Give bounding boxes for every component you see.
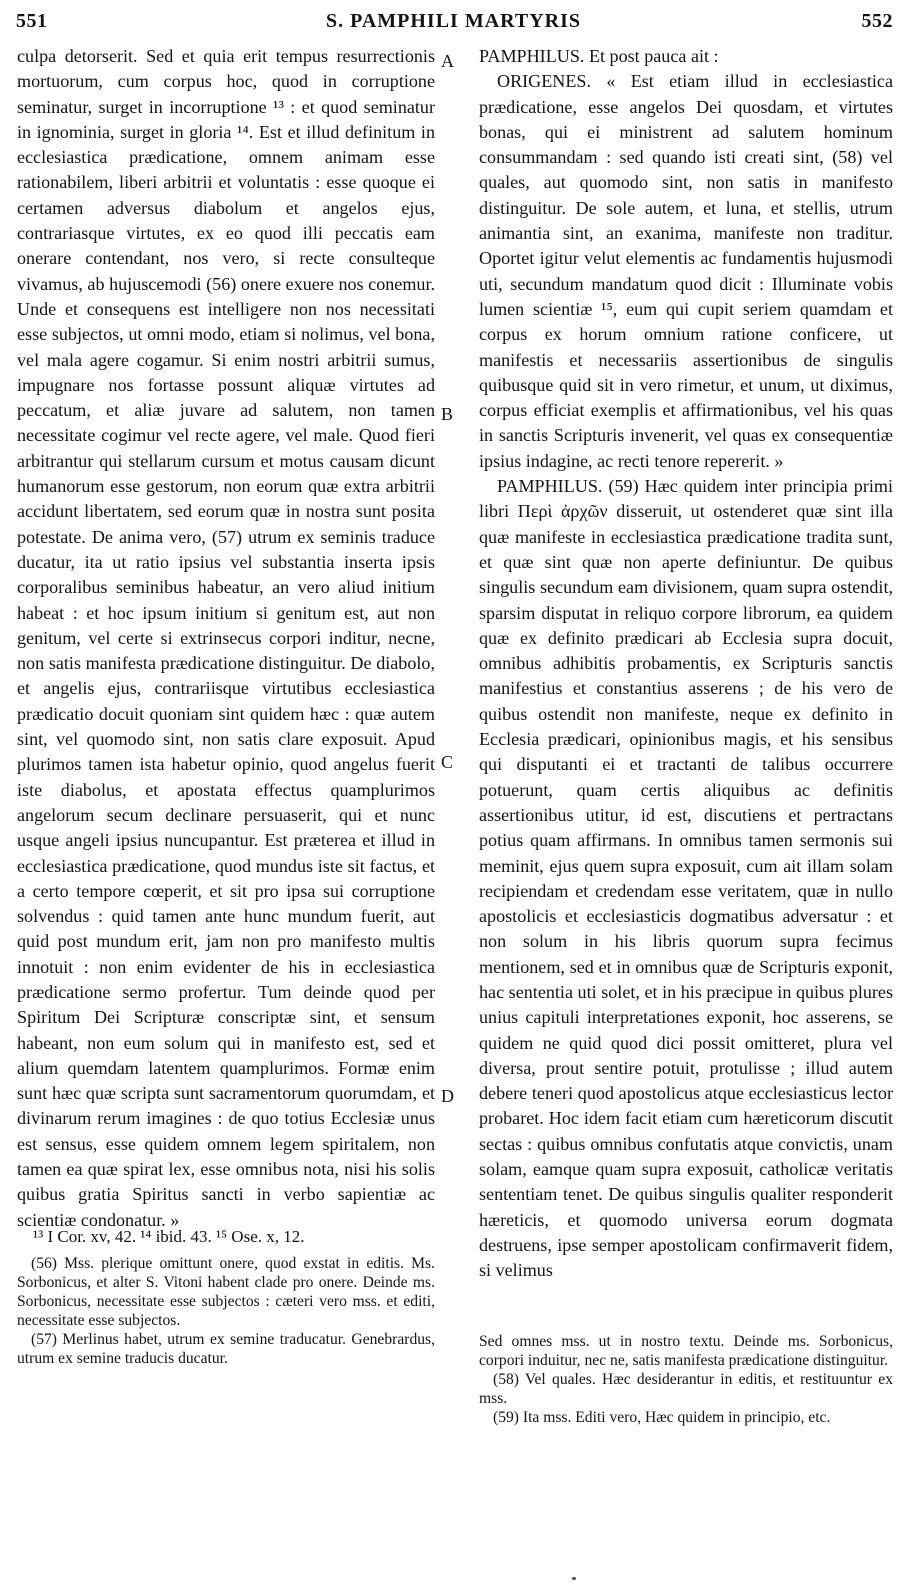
note-57: (57) Merlinus habet, utrum ex semine traducatur. Genebrardus, utrum ex semine traducis ducatur. — [17, 1331, 435, 1367]
origenes-paragraph: ORIGENES. « Est etiam illud in ecclesiastica prædicatione, esse angelos Dei quosdam, et virtutes bonas, qui ei ministrent ad salutem hominum consummandam : sed quando isti creati sint, (58) vel quales, aut quomodo sint, non satis in manifesto distinguitur. De sole autem, et luna, et stellis, utrum animantia sint, an exanima, manifeste non traditur. Oportet igitur velut elementis ac fundamentis hujusmodi uti, secundum mandatum quod dicit : Illuminate vobis lumen scientiæ ¹⁵, eum qui cupit seriem quamdam et corpus ex horum omnium ratione conficere, ut manifestis et necessariis assertionibus de singulis quibusque quid sit in vero rimetur, et unum, ut diximus, corpus efficiat exemplis et affirmationibus, vel his quas in sanctis Scripturis invenerit, vel quas ex consequentiæ ipsius indagine, ac recti tenore repererit. » — [479, 71, 893, 471]
scripture-references: ¹³ I Cor. xv, 42. ¹⁴ ibid. 43. ¹⁵ Ose. x, 12. — [33, 1227, 305, 1246]
pamphilus-paragraph: PAMPHILUS. (59) Hæc quidem inter principia primi libri Περὶ ἀρχῶν disseruit, ut ostenderet quæ sint illa quæ manifeste in ecclesiastica prædicatione tradita sunt, et quæ sint quæ non aperte definiuntur. De quibus singulis secundum eam divisionem, quam supra ostendit, sparsim disputat in reliquo corpore librorum, ea quidem quæ ex definito prædicari ab Ecclesia supra docuit, omnibus adhibitis probamentis, ex Scripturis sanctis manifestius et constantius asserens ; de his vero de quibus ostendit non manifeste, neque ex definito in Ecclesia prædicari, opinionibus magis, et his sensibus qui disputanti ei et tractanti de talibus occurrere potuerunt, quam certis aliquibus ac definitis assertionibus utitur, id est, discutiens et pertractans potius quam affirmans. In omnibus tamen sermonis sui meminit, ejus quem supra exposuit, cum ait illam solam recipiendam et credendam esse veritatem, quæ in nullo apostolicis et ecclesiasticis dogmatibus adversatur : et non solum in his libris quorum supra fecimus mentionem, sed et in omnibus quæ de Scripturis exponit, hac sententia uti solet, et in his præcipue in quibus plures unius capituli interpretationes exponit, hoc asserens, se quidem ne quid quod dici possit omitteret, plura vel diversa, prout sentire potuit, protulisse ; illud autem debere teneri quod apostolicus atque ecclesiasticus lector probaret. Hoc idem facit etiam cum hæreticorum discutit sectas : quibus omnibus confutatis atque convictis, unam solam, eamque quam supra exposuit, catholicæ veritatis sententiam tenet. De quibus singulis qualiter responderit hæreticis, et quomodo universa eorum dogmata destruens, ipse semper apostolicam confirmaverit fidem, si velimus — [479, 476, 893, 1281]
note-57-continued: Sed omnes mss. ut in nostro textu. Deinde ms. Sorbonicus, corpori induitur, nec ne, satis manifesta prædicatione distinguitur. — [479, 1333, 893, 1369]
left-column — [17, 44, 435, 1233]
pamphilus-intro: PAMPHILUS. Et post pauca ait : — [479, 46, 719, 66]
running-title: S. PAMPHILI MARTYRIS — [325, 10, 582, 32]
ink-speck — [572, 1577, 576, 1580]
margin-letter-a: A — [441, 51, 454, 71]
right-column — [479, 44, 893, 1284]
footnotes-right — [479, 1332, 893, 1427]
left-column-text: culpa detorserit. Sed et quia erit tempus resurrectionis mortuorum, cum corpus hoc, quod in corruptione seminatur, surget in incorruptione ¹³ : et quod seminatur in ignominia, surget in gloria ¹⁴. Est et illud definitum in ecclesiastica prædicatione, omnem animam esse rationabilem, liberi arbitrii et voluntatis : esse quoque ei certamen adversus diabolum et angelos ejus, contrariasque virtutes, ex eo quod illi peccatis eam onerare contendant, nos vero, si recte consulteque vivamus, ab hujuscemodi (56) onere exuere nos conemur. Unde et consequens est intelligere non nos necessitati esse subjectos, ut omni modo, etiam si nolimus, vel bona, vel mala agere cogamur. Si enim nostri arbitrii sumus, impugnare nos fortasse possunt aliquæ virtutes ad peccatum, et aliæ juvare ad salutem, non tamen necessitate cogimur vel recte agere, vel male. Quod fieri arbitrantur qui stellarum cursum et motus causam dicunt humanorum esse gestorum, non eorum quæ extra arbitrii accidunt libertatem, sed eorum quæ in nostra sunt posita potestate. De anima vero, (57) utrum ex seminis traduce ducatur, ita ut ratio ipsius vel substantia inserta ipsis corporalibus seminibus habeatur, an vero aliud initium habeat : et hoc ipsum initium si genitum est, aut non genitum, vel certe si extrinsecus corpori inditur, necne, non satis manifesta prædicatione distinguitur. De diabolo, et angelis ejus, contrariisque virtutibus ecclesiastica prædicatio docuit quoniam sint quidem hæc : quæ autem sint, vel quomodo sint, non satis clare exposuit. Apud plurimos tamen ista habetur opinio, quod angelus fuerit iste diabolus, et apostata effectus quamplurimos angelorum secum declinare persuaserit, qui et nunc usque angeli ipsius nuncupantur. Est præterea et illud in ecclesiastica prædicatione, quod mundus iste sit factus, et a certo tempore cœperit, et sit pro ipsa sui corruptione solvendus : quid tamen ante hunc mundum fuerit, aut quid post mundum erit, jam non pro manifesto multis innotuit : non enim evidenter de his in ecclesiastica prædicatione sermo profertur. Tum deinde quod per Spiritum Dei Scripturæ conscriptæ sint, et sensum habeant, non eum solum qui in manifesto est, sed et alium quemdam latentem quamplurimos. Formæ enim sunt hæc quæ scripta sunt sacramentorum quorumdam, et divinarum rerum imagines : de quo totius Ecclesiæ unus est sensus, esse quidem omnem legem spiritalem, non tamen ea quæ spirat lex, esse omnibus nota, nisi his solis quibus gratia Spiritus sancti in verbo sapientiæ ac scientiæ condonatur. » — [17, 46, 435, 1230]
editorial-notes-left — [17, 1254, 435, 1368]
margin-letter-c: C — [441, 752, 454, 772]
margin-letter-d: D — [441, 1086, 454, 1106]
margin-letter-b: B — [441, 404, 454, 424]
page-number-left: 551 — [16, 10, 48, 32]
note-56: (56) Mss. plerique omittunt onere, quod exstat in editis. Ms. Sorbonicus, et alter S. Vitoni habent clade pro onere. Deinde ms. Sorbonicus, necessitate esse subjectos : cæteri vero mss. et editi, necessitate esse subjectos. — [17, 1255, 435, 1329]
note-59: (59) Ita mss. Editi vero, Hæc quidem in principio, etc. — [493, 1409, 831, 1426]
page-number-right: 552 — [861, 10, 893, 32]
footnotes-left — [17, 1225, 435, 1368]
note-58: (58) Vel quales. Hæc desiderantur in editis, et restituuntur ex mss. — [479, 1371, 893, 1407]
page-header — [0, 0, 907, 44]
